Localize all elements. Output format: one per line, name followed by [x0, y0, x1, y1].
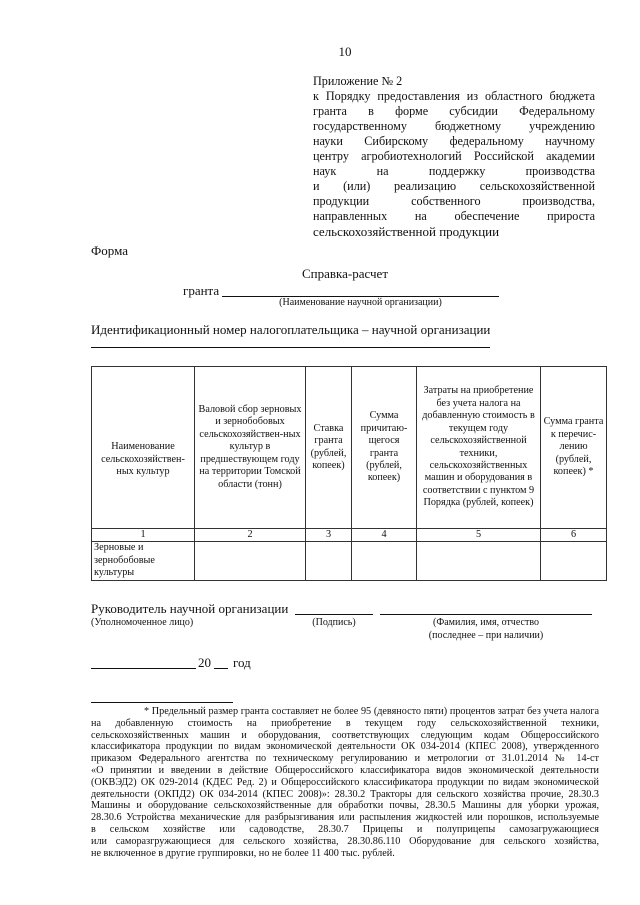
appendix-line: сельскохозяйственной продукции	[313, 224, 500, 239]
authorized-person-caption: (Уполномоченное лицо)	[91, 617, 194, 628]
table-header-row	[92, 367, 607, 529]
footnote-separator	[91, 702, 233, 703]
head-label: Руководитель научной организации	[91, 601, 289, 616]
year-prefix: 20	[198, 655, 211, 670]
year-suffix: год	[233, 655, 251, 670]
appendix-line: направленных на обеспечение прироста	[313, 209, 595, 223]
header-equipment-costs: Затраты на приобретение без учета налога на добавленную стоимость в текущем году сельскохозяйственной техники, сельскохозяйственных машин и оборудования в соответствии с пунктом 9 Порядка (рублей, копеек)	[417, 367, 541, 529]
taxpayer-id-field[interactable]	[91, 337, 490, 348]
footnote-line: деятельности (ОКПД2) ОК 034-2014 (КПЕС 2008)»: 28.30.2 Тракторы для сельского хозяйства прочие, 28.30.3	[91, 788, 599, 800]
footnote-line: Машины и оборудование сельскохозяйственные для обработки почвы, 28.30.5 Машины для уборки урожая,	[91, 800, 599, 812]
column-number: 1	[92, 529, 195, 542]
grant-label: гранта	[183, 283, 220, 298]
cell-equipment-costs[interactable]	[417, 542, 541, 580]
appendix-title: Приложение № 2	[313, 74, 403, 88]
footnote-line: (ОКВЭД2) ОК 029-2014 (КДЕС Ред. 2) и Общероссийского классификатора продукции по видам экономической	[91, 776, 599, 788]
header-crop-name: Наименование сельскохозяйствен-ных культур	[92, 367, 195, 529]
appendix-block	[313, 74, 595, 239]
full-name-caption: (Фамилия, имя, отчество	[433, 617, 539, 628]
header-gross-harvest: Валовой сбор зерновых и зернобобовых сельскохозяйствен-ных культур в предшествующем году на территории Томской области (тонн)	[195, 367, 306, 529]
grant-organization-caption: (Наименование научной организации)	[279, 297, 442, 308]
year-field[interactable]	[214, 656, 228, 669]
footnote-line: классификатора продукции по видам экономической деятельности ОК 034-2014 (КПЕС 2008), утвержденного	[91, 741, 599, 753]
footnote-line: * Предельный размер гранта составляет не более 95 (девяносто пяти) процентов затрат без учета налога	[144, 706, 599, 717]
cell-grant-to-transfer[interactable]	[541, 542, 607, 580]
grant-organization-field[interactable]	[222, 284, 499, 297]
column-number: 5	[417, 529, 541, 542]
signature-caption: (Подпись)	[312, 617, 356, 628]
appendix-line: центру агробиотехнологий Российской академии	[313, 149, 595, 163]
cell-grant-amount-due[interactable]	[352, 542, 417, 580]
calculation-table	[91, 366, 607, 581]
footnote-line: или саморазгружающиеся для сельского хозяйства, 28.30.86.110 Оборудование для сельского хозяйства,	[91, 835, 599, 847]
footnote-line: на добавленную стоимость на приобретение в текущем году сельскохозяйственной техники,	[91, 717, 599, 729]
column-number: 3	[306, 529, 352, 542]
table-row	[92, 542, 607, 580]
footnote-line: приказом Федерального агентства по техническому регулированию и метрологии от 31.01.2014 № 14-ст	[91, 753, 599, 765]
footnote-line: сельскохозяйственных машин и оборудования, соответствующих следующим кодам Общероссийского	[91, 729, 599, 741]
column-number: 2	[195, 529, 306, 542]
form-label: Форма	[91, 243, 128, 258]
appendix-line: продукции собственного производства,	[313, 194, 595, 208]
appendix-line: государственному бюджетному учреждению	[313, 119, 595, 133]
footnote	[91, 706, 599, 859]
header-grant-to-transfer: Сумма гранта к перечис-лению (рублей, копеек) *	[541, 367, 607, 529]
header-grant-rate: Ставка гранта (рублей, копеек)	[306, 367, 352, 529]
appendix-line: наук на поддержку производства	[313, 164, 595, 178]
footnote-line: в сельском хозяйстве или садоводстве, 28.30.7 Прицепы и полуприцепы самозагружающиеся	[91, 823, 599, 835]
date-field[interactable]	[91, 656, 196, 669]
document-title: Справка-расчет	[301, 266, 389, 281]
page-number: 10	[338, 44, 352, 59]
column-number: 6	[541, 529, 607, 542]
header-grant-amount-due: Сумма причитаю-щегося гранта (рублей, копеек)	[352, 367, 417, 529]
table-number-row	[92, 529, 607, 542]
footnote-line: «О принятии и введении в действие Общероссийского классификатора видов экономической деятельности	[91, 764, 599, 776]
footnote-line: не включенное в другие группировки, но не более 11 400 тыс. рублей.	[91, 847, 395, 859]
column-number: 4	[352, 529, 417, 542]
appendix-line: науки Сибирскому федеральному научному	[313, 134, 595, 148]
footnote-line: 28.30.6 Устройства механические для разбрызгивания или распыления жидкостей или порошков, используемые	[91, 812, 599, 824]
taxpayer-id-label: Идентификационный номер налогоплательщика – научной организации	[91, 322, 491, 337]
appendix-line: гранта в форме субсидии Федеральному	[313, 104, 595, 118]
row-label-grain-crops: Зерновые и зернобобовые культуры	[92, 542, 195, 580]
full-name-caption-2: (последнее – при наличии)	[428, 630, 544, 641]
cell-gross-harvest[interactable]	[195, 542, 306, 580]
appendix-line: к Порядку предоставления из областного бюджета	[313, 89, 595, 103]
signature-field[interactable]	[295, 602, 373, 615]
cell-grant-rate[interactable]	[306, 542, 352, 580]
appendix-line: и (или) реализацию сельскохозяйственной	[313, 179, 595, 193]
full-name-field[interactable]	[380, 602, 592, 615]
